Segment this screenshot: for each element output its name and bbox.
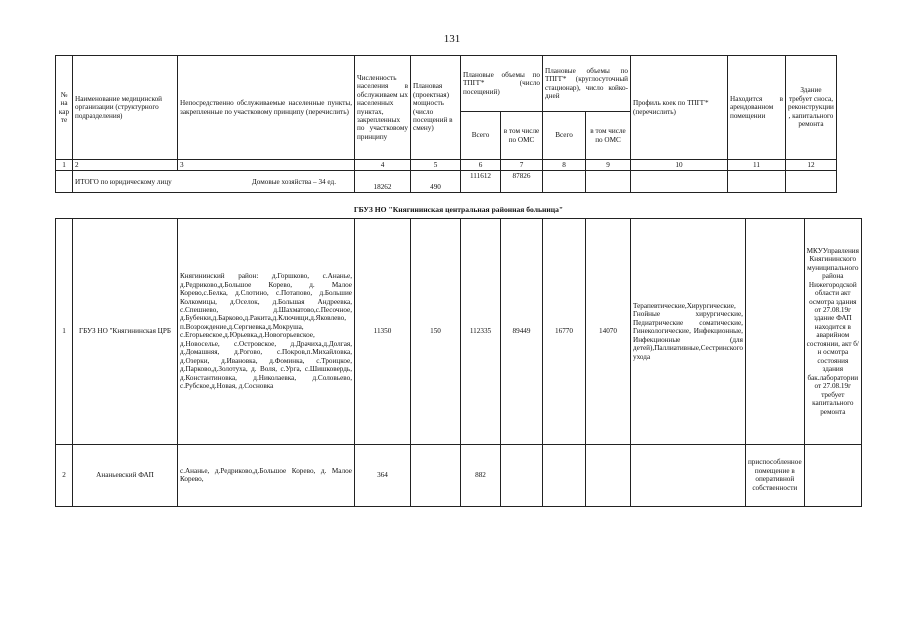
total-visits-total: 111612: [461, 171, 501, 193]
row-bed-days-total: [543, 444, 586, 506]
header-num: № на кар те: [56, 56, 73, 160]
header-population: Численность населения в обслуживаем ых населенных пунктах, закрепленных по участковому принципу: [355, 56, 411, 160]
data-table: [55, 204, 862, 507]
total-name: ИТОГО по юридическому лицу: [75, 177, 172, 186]
row-org-name: ГБУЗ НО "Княгининская ЦРБ: [73, 218, 178, 444]
row-bed-profile: [631, 444, 746, 506]
row-capacity: 150: [411, 218, 461, 444]
total-capacity: 490: [411, 171, 461, 193]
header-bed-profile: Профиль коек по ТПГГ* (перечислить): [631, 56, 728, 160]
row-num: 2: [56, 444, 73, 506]
row-bed-days-oms: [586, 444, 631, 506]
total-households: Домовые хозяйства – 34 ед.: [251, 177, 336, 186]
row-visits-oms: 89449: [501, 218, 543, 444]
header-org-name: Наименование медицинской организации (структурного подразделения): [73, 56, 178, 160]
row-visits-total: 112335: [461, 218, 501, 444]
row-bed-profile: Терапевтические,Хирургические, Гнойные хирургические, Педиатрические соматические, Гинекологические, Инфекционные, Инфекционные (для детей),Паллиативные,Сестринского ухода: [631, 218, 746, 444]
row-bed-days-oms: 14070: [586, 218, 631, 444]
header-rented: Находится в арендованном помещении: [728, 56, 786, 160]
col-number: 5: [411, 160, 461, 171]
col-number: 7: [501, 160, 543, 171]
row-settlements: Княгининский район: д.Горшково, с.Ананье, д.Редриково,д.Большое Корево, д. Малое Корево,с.Белка, д.Слотино, с.Потапово, д.Большие Колкомицы, д.Оселок, д.Большая Андреевка, с.Спешнево, д.Шахматово,с.Песочное, д.Бубенки,д.Барково,д.Ракита,д.Ключищи,д.Яковлево, п.Возрождение,д.Сергиевка,д.Мокруша, с.Егорьевское,д.Юрьевка,д.Новогорьевское, д.Новоселье, с.Островское, д.Драчиха,д.Долгая, д.Домашняя, д.Рогово, с.Покров,п.Михайловка, д.Озерки, д.Ивановка, д.Фоминка, с.Троицкое, д.Парково,д.Золотуха, д. Воля, с.Урга, с.Шишковердь, д.Константиновка, д.Николаевка, д.Соловьево, с.Рубское,д.Новая, д.Сосновка: [178, 218, 355, 444]
total-population: 18262: [355, 171, 411, 193]
header-visits-total: Всего: [461, 112, 501, 160]
col-number: 4: [355, 160, 411, 171]
row-visits-total: 882: [461, 444, 501, 506]
col-number: 10: [631, 160, 728, 171]
col-number: 8: [543, 160, 586, 171]
col-number: 1: [56, 160, 73, 171]
total-visits-oms: 87826: [501, 171, 543, 193]
row-org-name: Ананьевский ФАП: [73, 444, 178, 506]
row-building: [804, 444, 861, 506]
row-rented: приспособленное помещение в оперативной собственности: [745, 444, 804, 506]
row-population: 364: [355, 444, 411, 506]
header-building: Здание требует сноса, реконструкции , капитального ремонта: [786, 56, 837, 160]
col-number: 9: [586, 160, 631, 171]
header-table: [55, 55, 837, 193]
header-capacity: Плановая (проектная) мощность (число посещений в смену): [411, 56, 461, 160]
row-bed-days-total: 16770: [543, 218, 586, 444]
row-building: МКУУправления Княгининского муниципального района Нижегородской области акт осмотра здания от 27.08.19г здание ФАП находится в аварийном состоянии, акт б/н осмотра состояния здания бак.лаборатории от 27.08.19г требует капитального ремонта: [804, 218, 861, 444]
col-number: 12: [786, 160, 837, 171]
page-number: 131: [443, 33, 461, 45]
header-bed-days-oms: в том числе по ОМС: [586, 112, 631, 160]
col-number: 3: [178, 160, 355, 171]
header-visits: Плановые объемы по ТПГГ* (число посещений): [461, 56, 543, 112]
row-rented: [745, 218, 804, 444]
header-settlements: Непосредственно обслуживаемые населенные пункты, закрепленные по участковому принципу (перечислить): [178, 56, 355, 160]
row-num: 1: [56, 218, 73, 444]
row-population: 11350: [355, 218, 411, 444]
row-capacity: [411, 444, 461, 506]
header-visits-oms: в том числе по ОМС: [501, 112, 543, 160]
row-visits-oms: [501, 444, 543, 506]
col-number: 6: [461, 160, 501, 171]
section-title: ГБУЗ НО "Княгининская центральная районная больница": [353, 205, 564, 214]
col-number: 2: [73, 160, 178, 171]
row-settlements: с.Ананье, д.Редриково,д.Большое Корево, д. Малое Корево,: [178, 444, 355, 506]
col-number: 11: [728, 160, 786, 171]
header-bed-days-total: Всего: [543, 112, 586, 160]
header-bed-days: Плановые объемы по ТПГГ* (круглосуточный стационар), число койко-дней: [543, 56, 631, 112]
